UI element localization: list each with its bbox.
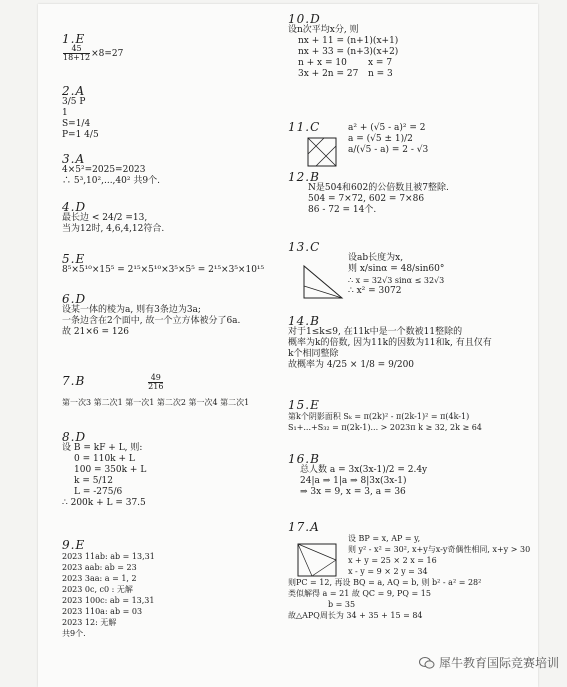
answer-3: 3.A 4×5²=2025=2023 ∴ 5³,10²,...,40² 共9个. <box>62 152 160 186</box>
answer-16: 16.B 总人数 a = 3x(3x-1)/2 = 2.4y 24|a ⇒ 1|a ⇒ 8|3x(3x-1) ⇒ 3x = 9, x = 3, a = 36 <box>288 452 428 497</box>
answer-12: 12.B N是504和602的公倍数且被7整除. 504 = 7×72, 602 = 7×86 86 - 72 = 14个. <box>288 170 449 215</box>
rectangle-figure <box>292 538 346 582</box>
answer-4: 4.D 最长边 < 24/2 =13, 当为12时, 4,6,4,12符合. <box>62 200 165 234</box>
answer-13: 13.C 设ab长度为x, 则 x/sinα = 48/sin60° ∴ x = 32√3 sinα ≤ 32√3 ∴ x² = 3072 <box>288 240 445 296</box>
square-figure <box>304 134 342 170</box>
answer-8: 8.D 设 B = kF + L, 则: 0 = 110k + L 100 = 350k + L k = 5/12 L = -275/6 ∴ 200k + L = 37.5 <box>62 430 147 508</box>
watermark: 犀牛教育国际竞赛培训 <box>419 654 559 671</box>
answer-sheet <box>38 4 538 687</box>
answer-11: 11.C a² + (√5 - a)² = 2 a = (√5 ± 1)/2 a/(√5 - a) = 2 - √3 <box>288 120 429 155</box>
answer-10: 10.D 设n次平均x分, 则 nx + 11 = (n+1)(x+1) nx + 33 = (n+3)(x+2) n + x = 10 3x + 2n = 27 x = 7 n = 3 <box>288 12 399 79</box>
answer-6: 6.D 设某一体的棱为a, 则有3条边为3a; 一条边含在2个面中, 故一个立方体被分了6a. 故 21×6 = 126 <box>62 292 241 337</box>
wechat-icon <box>419 656 435 670</box>
answer-15: 15.E 第k个阴影面积 Sₖ = π(2k)² - π(2k-1)² = π(4k-1) S₁+...+S₃₂ = π(2k-1)... > 2023π k ≥ 32, 2k ≥ 64 <box>288 398 482 432</box>
answer-2: 2.A 3/5 P 1 S=1/4 P=1 4/5 <box>62 84 99 140</box>
answer-17: 17.A 设 BP = x, AP = y, 则 y² - x² = 30², x+y与x-y奇偶性相同, x+y > 30 x + y = 25 × 2 x = 16 x - y = 9 × 2 y = 34 则PC = 12, 再设 BQ = a, AQ = b, 则 b² - a² = 28² 类似解得 a = 21 故 QC = 9, PQ = 15 b = 35 故△APQ周长为 34 + 35 + 15 = 84 <box>288 520 531 620</box>
answer-5: 5.E 8⁵×5¹⁰×15⁵ = 2¹⁵×5¹⁰×3⁵×5⁵ = 2¹⁵×3⁵×10¹⁵ <box>62 252 265 275</box>
answer-14: 14.B 对于1≤k≤9, 在11k中是一个数被11整除的 概率为k的倍数, 因为11k的因数为11和k, 有且仅有 k个相同整除 故概率为 4/25 × 1/8 = 9/200 <box>288 314 492 370</box>
answer-1: 1.E $\frac{45}{18+12}$ ×8=27 <box>62 32 124 62</box>
triangle-figure <box>300 262 346 302</box>
answer-9: 9.E 2023 11ab: ab = 13,31 2023 aab: ab = 23 2023 3aa: a = 1, 2 2023 0c, c0 : 无解 2023 100c: ab = 13,31 2023 110a: ab = 03 2023 12: 无解 共9个. <box>62 538 155 638</box>
answer-7: 7.B $\frac{49}{216}$ 第一次3 第二次1 第一次1 第二次2 第一次4 第二次1 <box>62 373 250 407</box>
